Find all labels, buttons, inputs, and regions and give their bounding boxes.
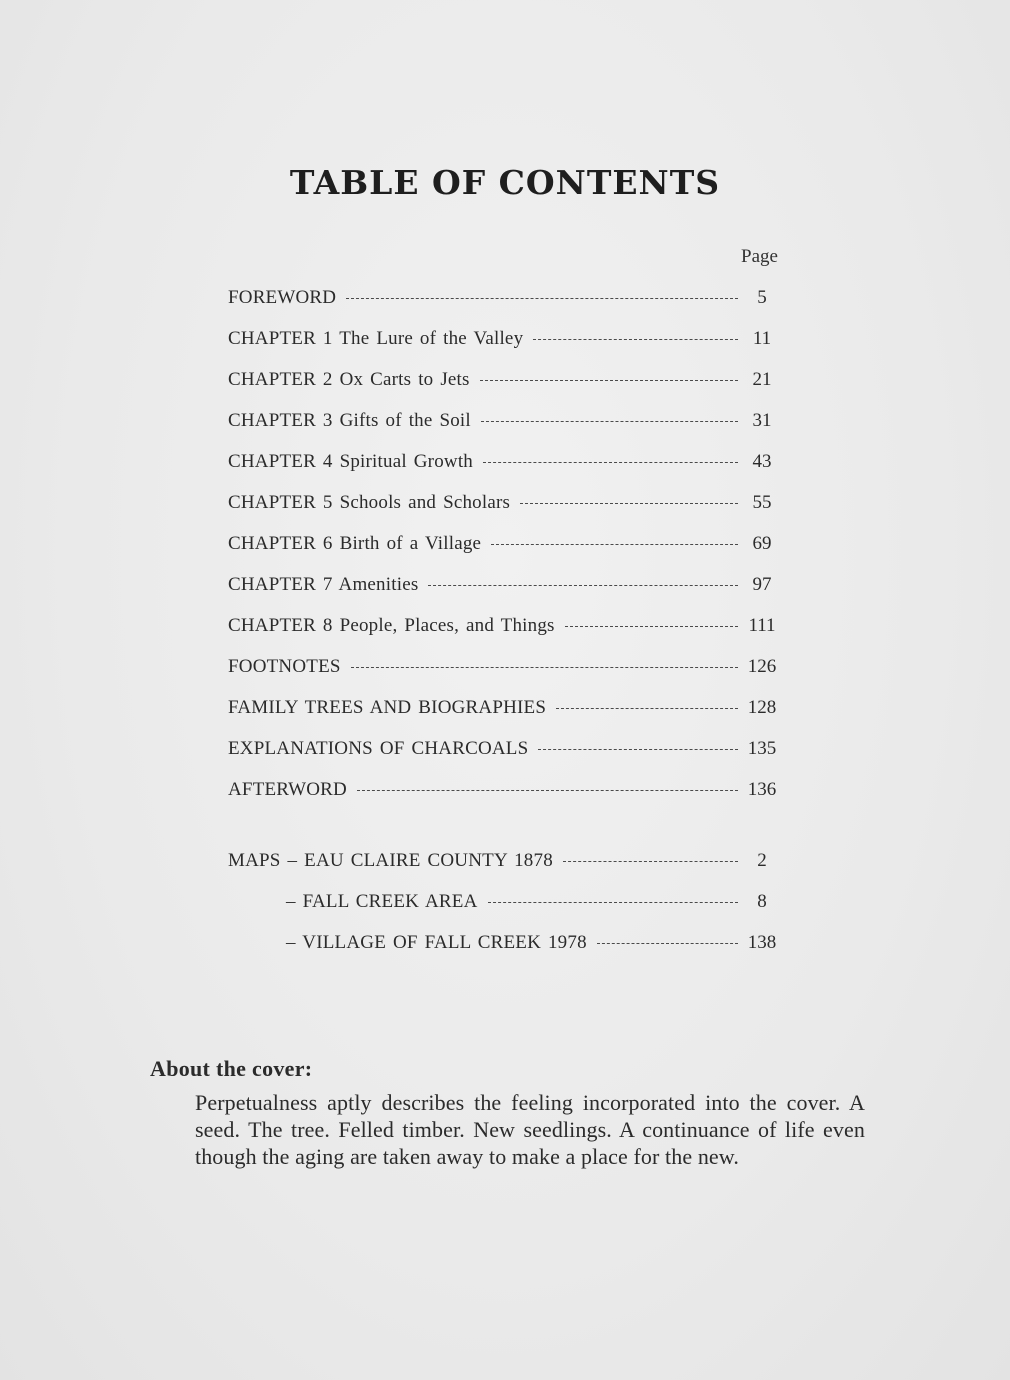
dot-leader <box>480 380 738 381</box>
toc-entry-label: CHAPTER 8 People, Places, and Things <box>228 615 555 636</box>
toc-entry-page: 128 <box>747 697 777 718</box>
toc-entry-page: 43 <box>752 451 772 472</box>
toc-entry-label: CHAPTER 2 Ox Carts to Jets <box>228 369 470 390</box>
toc-entry-label: – FALL CREEK AREA <box>286 891 478 912</box>
toc-entry-label: FOREWORD <box>228 287 337 308</box>
dot-leader <box>428 585 738 586</box>
toc-entry-label: CHAPTER 1 The Lure of the Valley <box>228 328 524 349</box>
toc-entry-chapter-3 <box>228 410 778 434</box>
toc-entry-page: 8 <box>757 891 767 912</box>
dot-leader <box>346 298 738 299</box>
about-heading: About the cover: <box>150 1056 313 1081</box>
toc-entry-label: MAPS – EAU CLAIRE COUNTY 1878 <box>228 850 553 871</box>
dot-leader <box>538 749 738 750</box>
toc-map-eau-claire <box>228 850 778 874</box>
toc-entry-chapter-2 <box>228 369 778 393</box>
toc-entry-label: – VILLAGE OF FALL CREEK 1978 <box>286 932 587 953</box>
toc-entry-family-trees <box>228 697 778 721</box>
toc-entry-page: 111 <box>748 615 776 636</box>
toc-entry-label: CHAPTER 3 Gifts of the Soil <box>228 410 471 431</box>
toc-entry-label: CHAPTER 6 Birth of a Village <box>228 533 482 554</box>
toc-entry-label: FOOTNOTES <box>228 656 341 677</box>
toc-entry-page: 21 <box>752 369 772 390</box>
toc-entry-afterword <box>228 779 778 803</box>
toc-entry-label: CHAPTER 5 Schools and Scholars <box>228 492 511 513</box>
page-title: TABLE OF CONTENTS <box>289 163 721 202</box>
about-paragraph: Perpetualness aptly describes the feeling incorporated into the cover. A seed. The tree. Felled timber. New seedlings. A continuance of life even though the aging are taken away to make a place for the new. <box>195 1090 865 1169</box>
dot-leader <box>481 421 738 422</box>
toc-entry-page: 126 <box>747 656 777 677</box>
dot-leader <box>533 339 738 340</box>
dot-leader <box>556 708 738 709</box>
toc-entry-page: 138 <box>747 932 777 953</box>
dot-leader <box>565 626 738 627</box>
toc-entry-chapter-5 <box>228 492 778 516</box>
toc-entry-page: 69 <box>752 533 772 554</box>
toc-entry-page: 55 <box>752 492 772 513</box>
toc-entry-page: 135 <box>747 738 777 759</box>
dot-leader <box>520 503 738 504</box>
toc-entry-page: 136 <box>747 779 777 800</box>
toc-entry-label: FAMILY TREES AND BIOGRAPHIES <box>228 697 547 718</box>
toc-entry-chapter-4 <box>228 451 778 475</box>
toc-entry-chapter-1 <box>228 328 778 352</box>
dot-leader <box>563 861 738 862</box>
toc-entry-chapter-8 <box>228 615 778 639</box>
toc-entry-page: 5 <box>757 287 767 308</box>
dot-leader <box>491 544 738 545</box>
dot-leader <box>351 667 738 668</box>
toc-entry-chapter-7 <box>228 574 778 598</box>
dot-leader <box>597 943 738 944</box>
dot-leader <box>483 462 738 463</box>
toc-entry-label: CHAPTER 7 Amenities <box>228 574 419 595</box>
toc-entry-label: EXPLANATIONS OF CHARCOALS <box>228 738 529 759</box>
toc-map-fall-creek-area <box>286 891 778 915</box>
toc-entry-page: 11 <box>752 328 772 349</box>
toc-entry-charcoals <box>228 738 778 762</box>
toc-entry-chapter-6 <box>228 533 778 557</box>
dot-leader <box>488 902 739 903</box>
toc-entry-page: 97 <box>752 574 772 595</box>
page-column-label: Page <box>741 246 778 267</box>
toc-entry-page: 2 <box>757 850 767 871</box>
dot-leader <box>357 790 738 791</box>
toc-entry-label: CHAPTER 4 Spiritual Growth <box>228 451 474 472</box>
toc-entry-page: 31 <box>752 410 772 431</box>
toc-entry-footnotes <box>228 656 778 680</box>
toc-entry-label: AFTERWORD <box>228 779 347 800</box>
toc-map-village-fall-creek <box>286 932 778 956</box>
toc-entry-foreword <box>228 287 778 311</box>
